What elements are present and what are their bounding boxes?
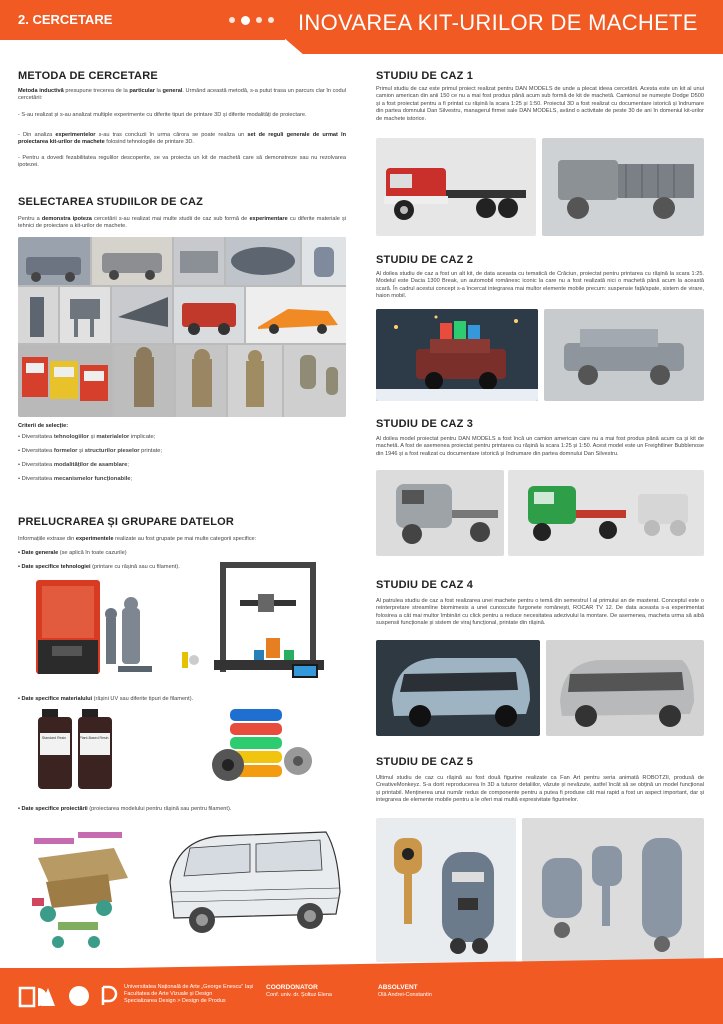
- case2-image-dacia-christmas: [376, 309, 538, 401]
- processing-item-general: • Date generale (se aplică în toate cazurile): [18, 550, 127, 556]
- case3-text: Al doilea model proiectat pentru DAN MODELS a fost încă un camion american care nu a mai fost produs până acum ca și kit de machetă. A fost de asemenea proiectat pentru printarea cu rășină la scara 1:25 și 1:50. Acest model este un Freightliner Bubblenose din 1946 și a fost realizat cu documentare istorică și îndrumare din partea domnului Dan Silvestru.: [376, 436, 704, 457]
- case3-image-green-truck: [508, 470, 704, 556]
- section-title: 2. CERCETARE: [18, 12, 113, 27]
- graduate-name: Olă Andrei-Constantin: [378, 992, 432, 998]
- coordinator-name: Conf. univ. dr. Șoltuz Elena: [266, 992, 332, 998]
- case3-image-grey-truck: [376, 470, 504, 556]
- coordinator-label: COORDONATOR: [266, 984, 318, 991]
- graduate-label: ABSOLVENT: [378, 984, 418, 991]
- criteria-title: Criterii de selecție:: [18, 423, 69, 429]
- case4-image-van-blue: [376, 640, 540, 736]
- case1-text: Primul studiu de caz este primul proiect realizat pentru DAN MODELS de unde a plecat ideea cercetării. Acesta este un kit al unui camion american din anii 150 ce nu a mai fost produs până acum sub formă de kit de machetă. Camionul se numește Dodge D500 și a fost proiectat pentru a fi printat cu rășină la scara 1:25 și 1:50. Proiectul 3D a fost realizat cu documentare istorică și îndrumare din partea domnului Dan Silvestru, managerul firmei sale DAN MODELS, având o activitate de peste 30 de ani în domeniul kit-urilor de machete istorice.: [376, 86, 704, 122]
- case1-image-grey-truck: [542, 138, 704, 236]
- method-p2: - S-au realizat și s-au analizat multiple experimente cu diferite tipuri de printare 3D și diferite modalități de proiectare.: [18, 112, 307, 118]
- header: [0, 0, 723, 54]
- method-p1: Metoda inductivă presupune trecerea de la particular la general. Urmând această metodă, s-a putut trasa un parcurs clar în codul cercetării:: [18, 88, 347, 102]
- processing-item-material: • Date specifice materialului (rășini UV sau diferite tipuri de filament).: [18, 696, 194, 702]
- exploded-car-image: [18, 818, 146, 958]
- case1-heading: STUDIU DE CAZ 1: [376, 70, 474, 82]
- university-info: Universitatea Națională de Arte „George Enescu” Iași Facultatea de Arte Vizuale și Design Specializarea Design > Design de Produs: [124, 984, 254, 1004]
- case2-heading: STUDIU DE CAZ 2: [376, 254, 474, 266]
- poster-title: INOVAREA KIT-URILOR DE MACHETE: [298, 10, 698, 35]
- method-heading: METODA DE CERCETARE: [18, 70, 158, 82]
- criteria-item: • Diversitatea tehnologiilor și materialelor implicate;: [18, 434, 156, 440]
- design-logo-icon: [100, 985, 118, 1012]
- coordinator-block: [266, 984, 376, 999]
- method-p4: - Pentru a dovedi fezabilitatea regulilor descoperite, se va proiecta un kit de machetă care să demonstreze sau nu rezolvarea ipotezei.: [18, 155, 346, 169]
- resin-bottles-image: [36, 705, 120, 791]
- criteria-item: • Diversitatea mecanismelor funcționabile;: [18, 476, 133, 482]
- case3-heading: STUDIU DE CAZ 3: [376, 418, 474, 430]
- criteria-list: [18, 434, 346, 490]
- case5-image-robots-colored: [376, 818, 516, 962]
- page-dots: [229, 17, 274, 25]
- case1-image-red-truck: [376, 138, 536, 236]
- bottle-label-plant: Plant-Based Resin: [79, 736, 109, 740]
- selection-heading: SELECTAREA STUDIILOR DE CAZ: [18, 196, 204, 208]
- method-p3: - Din analiza experimentelor s-au tras concluzii în urma cărora se poate realiza un set de reguli generale de urmat în proiectarea kit-urilor de machete folosind tehnologiile de printare 3D.: [18, 132, 346, 146]
- circle-logo-icon: [68, 985, 90, 1012]
- case2-image-dacia-grey: [544, 309, 704, 401]
- processing-heading: PRELUCRAREA ȘI GRUPARE DATELOR: [18, 516, 235, 528]
- van-wireframe-image: [150, 822, 346, 942]
- selection-p: Pentru a demonstra ipoteza cercetării s-au realizat mai multe studii de caz sub formă de experimentare cu diferite materiale și tehnici de proiectare a kit-urilor de machete.: [18, 216, 346, 230]
- footer: [0, 968, 723, 1024]
- case4-text: Al patrulea studiu de caz a fost realizarea unei machete pentru o temă din semestrul I al primului an de masterat. Conceptul este o reinterpretare streamline biomimesis a unei cunoscute furgonete românești, ROCAR TV 12. De data aceasta s-a experimentat folosirea a cât mai multor îmbinări cu click pentru a reduce necesitatea adezivului la montare. De asemenea, macheta urma să aibă suspensii funcționale și sistem de viraj funcțional, printate din rășină.: [376, 598, 704, 627]
- case5-heading: STUDIU DE CAZ 5: [376, 756, 474, 768]
- case4-image-van-grey: [546, 640, 704, 736]
- selection-collage: [18, 237, 346, 417]
- processing-item-design: • Date specifice proiectării (proiectarea modelului pentru rășină sau pentru filament).: [18, 806, 232, 812]
- case5-text: Ultimul studiu de caz cu rășină au fost două figurine realizate ca Fan Art pentru seria animată ROBOTZII, produsă de CreativeMonkeyz. S-a dorit reproducerea în 3D a tuturor detaliilor, văzute și nevăzute, astfel încât să se obțină un model funcțional și printabil. Menținerea unui număr redus de componente pentru a putea fi produse cât mai rapid a fost un aspect important, dar și integrarea de elemente mobile pentru a le oferi mai multă expresivitate figurinelor.: [376, 775, 704, 804]
- processing-p: Informațiile extrase din experimentele realizate au fost grupate pe mai multe categorii specifice:: [18, 536, 257, 542]
- criteria-item: • Diversitatea modalităților de asamblare;: [18, 462, 129, 468]
- case2-text: Al doilea studiu de caz a fost un alt kit, de data aceasta cu tematică de Crăciun, proiectat pentru printarea cu rășină la scara 1:25. Modelul este Dacia 1300 Break, un automobil românesc iconic la care nu a fost realizată nici o machetă până acum la această scară. În cadrul acestui concept s-a încercat integrarea mai multor elemente mobile precum: suspensie față/spate, sistem de virare, haion mobil.: [376, 271, 704, 300]
- filament-spools-image: [210, 705, 320, 791]
- case4-heading: STUDIU DE CAZ 4: [376, 579, 474, 591]
- bottle-label-standard: Standard Resin: [41, 736, 67, 740]
- graduate-block: [378, 984, 498, 999]
- resin-printer-image: [30, 578, 160, 678]
- case5-image-robots-grey: [522, 818, 704, 962]
- criteria-item: • Diversitatea formelor și structurilor pieselor printate;: [18, 448, 163, 454]
- processing-item-tech: • Date specifice tehnologiei (printare cu rășină sau cu filament).: [18, 564, 180, 570]
- faculty-logo-icon: [18, 986, 56, 1013]
- fdm-printer-image: [180, 556, 340, 684]
